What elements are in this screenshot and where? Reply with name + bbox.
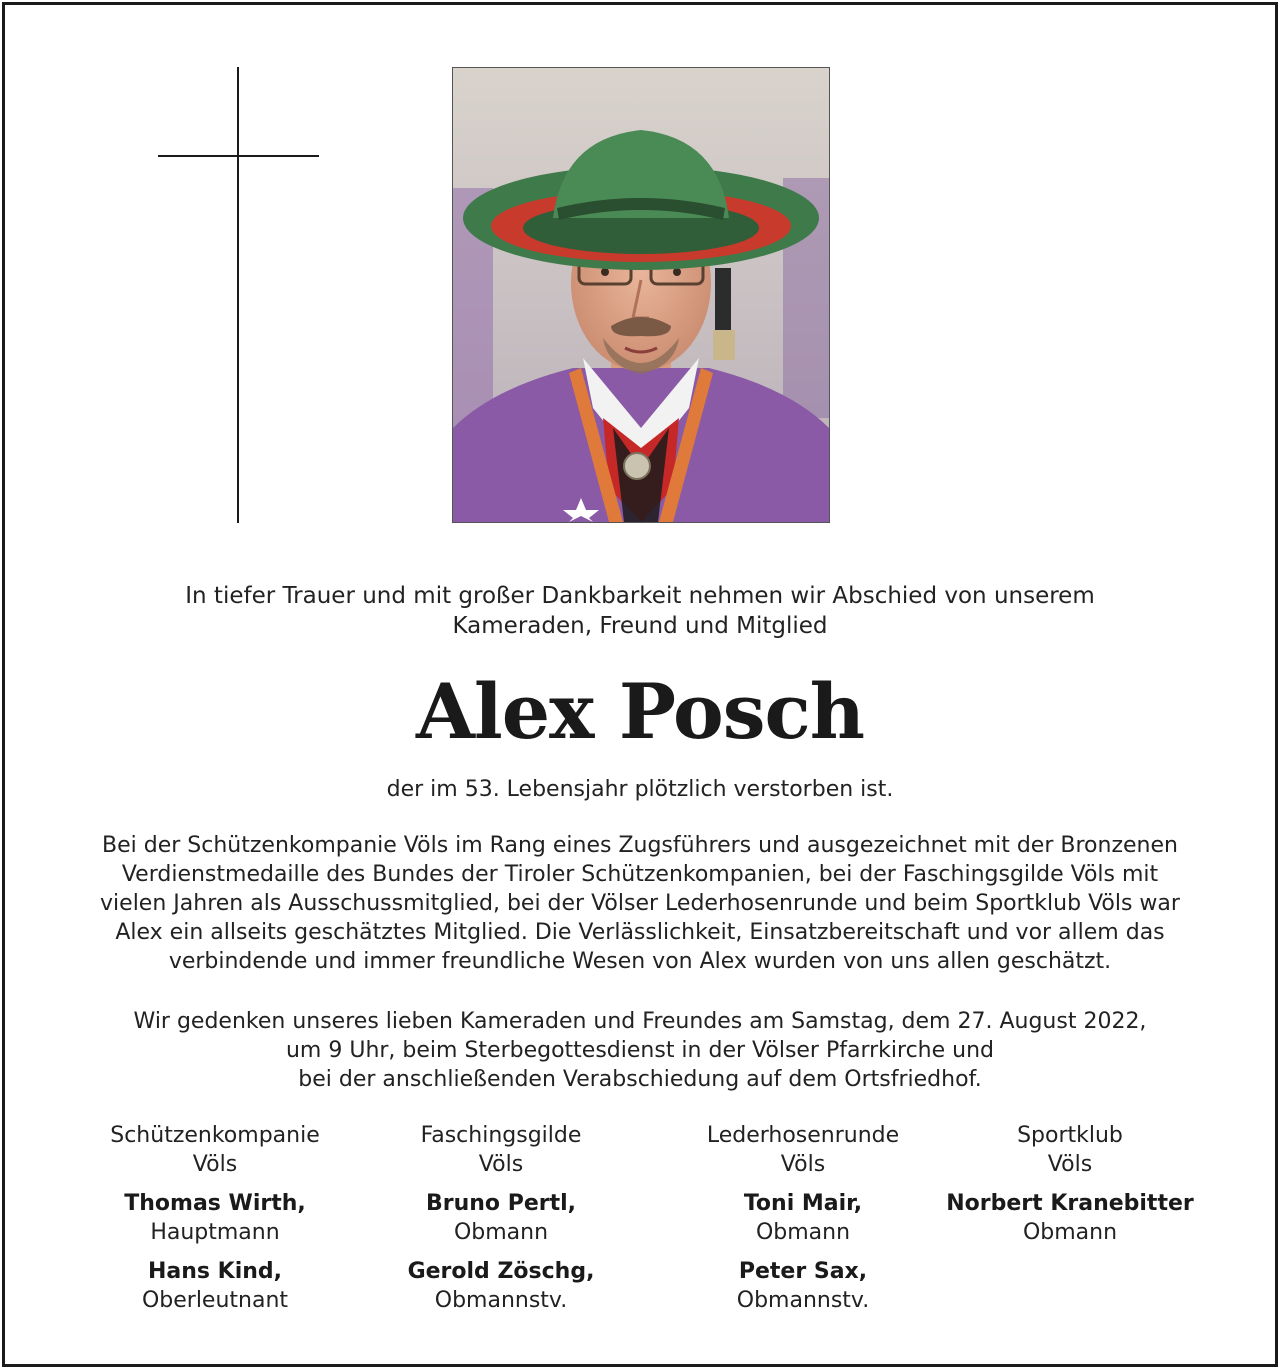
org-place: Völs bbox=[780, 1152, 826, 1177]
intro-line: Kameraden, Freund und Mitglied bbox=[452, 613, 828, 639]
signatory-role: Hauptmann bbox=[150, 1220, 280, 1245]
signatory bbox=[920, 1189, 1220, 1247]
signatory bbox=[351, 1189, 651, 1247]
org-place: Völs bbox=[1047, 1152, 1093, 1177]
biography-text bbox=[5, 831, 1275, 976]
signatory-name: Thomas Wirth, bbox=[124, 1191, 306, 1216]
signatory-role: Oberleutnant bbox=[141, 1288, 289, 1313]
org-faschingsgilde bbox=[351, 1121, 651, 1315]
signatory bbox=[351, 1257, 651, 1315]
signatory-name: Gerold Zöschg, bbox=[407, 1259, 595, 1284]
org-place: Völs bbox=[192, 1152, 238, 1177]
signatory-role: Obmann bbox=[1022, 1220, 1118, 1245]
org-name: Lederhosenrunde bbox=[706, 1123, 900, 1148]
cross-icon-vertical bbox=[237, 67, 239, 523]
signatory-role: Obmannstv. bbox=[736, 1288, 870, 1313]
bio-line: verbindende und immer freundliche Wesen von Alex wurden von uns allen geschätzt. bbox=[168, 949, 1112, 974]
age-line: der im 53. Lebensjahr plötzlich verstorben ist. bbox=[386, 777, 894, 802]
signatory bbox=[65, 1257, 365, 1315]
org-place: Völs bbox=[478, 1152, 524, 1177]
org-name: Schützenkompanie bbox=[110, 1123, 320, 1148]
org-lederhosenrunde bbox=[653, 1121, 953, 1315]
bio-line: Alex ein allseits geschätztes Mitglied. Die Verlässlichkeit, Einsatzbereitschaft und vor allem das bbox=[115, 920, 1165, 945]
portrait-photo bbox=[452, 67, 830, 523]
signatory bbox=[653, 1189, 953, 1247]
memorial-line: Wir gedenken unseres lieben Kameraden und Freundes am Samstag, dem 27. August 2022, bbox=[133, 1009, 1147, 1034]
intro-text bbox=[5, 581, 1275, 641]
signatory bbox=[653, 1257, 953, 1315]
org-name: Faschingsgilde bbox=[420, 1123, 582, 1148]
obituary-notice bbox=[2, 2, 1278, 1367]
signatory-name: Toni Mair, bbox=[743, 1191, 863, 1216]
signatory-role: Obmann bbox=[755, 1220, 851, 1245]
memorial-line: um 9 Uhr, beim Sterbegottesdienst in der Völser Pfarrkirche und bbox=[285, 1038, 995, 1063]
bio-line: vielen Jahren als Ausschussmitglied, bei der Völser Lederhosenrunde und beim Sportklub Völs war bbox=[100, 891, 1180, 916]
org-schuetzenkompanie bbox=[65, 1121, 365, 1315]
signatory-name: Bruno Pertl, bbox=[425, 1191, 577, 1216]
org-sportklub bbox=[920, 1121, 1220, 1247]
signatory-name: Hans Kind, bbox=[147, 1259, 283, 1284]
signatory bbox=[65, 1189, 365, 1247]
signatory-name: Peter Sax, bbox=[738, 1259, 868, 1284]
cross-icon-horizontal bbox=[158, 155, 319, 157]
memorial-text bbox=[5, 1007, 1275, 1094]
intro-line: In tiefer Trauer und mit großer Dankbarkeit nehmen wir Abschied von unserem bbox=[185, 583, 1095, 609]
bio-line: Verdienstmedaille des Bundes der Tiroler Schützenkompanien, bei der Faschingsgilde Völs mit bbox=[121, 862, 1159, 887]
deceased-name: Alex Posch bbox=[415, 667, 865, 756]
signatory-role: Obmannstv. bbox=[434, 1288, 568, 1313]
portrait-illustration bbox=[453, 68, 829, 522]
signatory-name: Norbert Kranebitter bbox=[946, 1191, 1194, 1216]
signatory-role: Obmann bbox=[453, 1220, 549, 1245]
memorial-line: bei der anschließenden Verabschiedung auf dem Ortsfriedhof. bbox=[298, 1067, 982, 1092]
org-name: Sportklub bbox=[1017, 1123, 1123, 1148]
bio-line: Bei der Schützenkompanie Völs im Rang eines Zugsführers und ausgezeichnet mit der Bronzenen bbox=[102, 833, 1178, 858]
